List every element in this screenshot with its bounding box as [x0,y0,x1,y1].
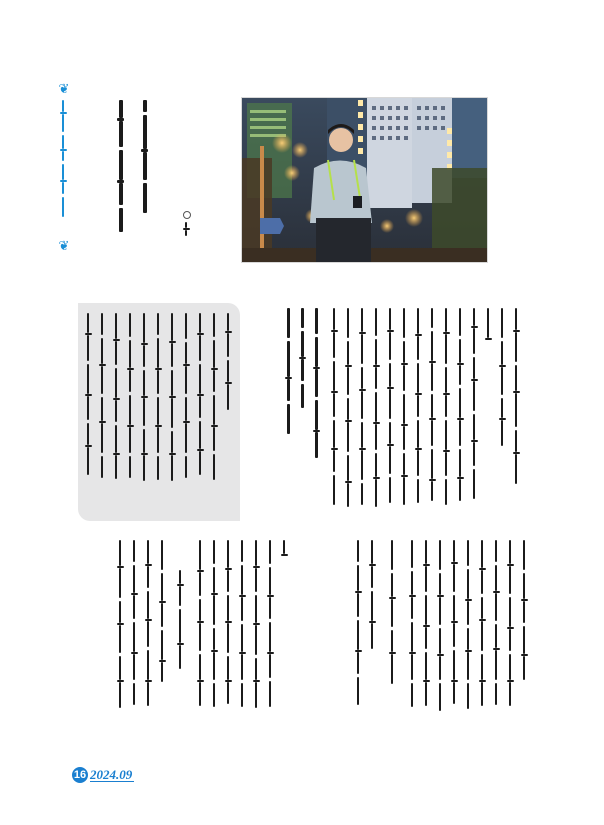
header-ornament-top-icon: ❦ [58,82,70,97]
body-column [442,308,451,518]
author-marker-icon [183,211,191,219]
subheading-line-3 [284,308,294,458]
sidebar-column [210,313,219,513]
body-column [436,540,445,740]
body-column [358,308,367,518]
body-column [414,308,423,518]
sidebar-column [154,313,163,513]
title-line-1 [116,100,128,260]
body-column [450,540,459,740]
running-header-title [54,98,74,238]
body-column [252,540,261,740]
body-column [400,308,409,518]
body-column [464,540,473,740]
body-column [144,540,153,740]
sidebar-column [196,313,205,513]
sidebar-column [98,313,107,513]
sidebar-box [78,303,240,521]
article-title [110,100,160,260]
body-column [456,308,465,518]
body-column [506,540,515,740]
folio [72,767,134,783]
photo-runner-at-night [242,98,487,262]
body-column [386,308,395,518]
body-column [130,540,139,740]
body-column [266,540,275,740]
body-column [478,540,487,740]
body-column [158,540,167,710]
subheading-line-2 [298,308,308,428]
sidebar-column [140,313,149,513]
body-column [196,540,205,740]
body-column [372,308,381,518]
article-photo [241,97,488,263]
body-column [492,540,501,740]
page-number: 16 [73,769,87,781]
sidebar-column [126,313,135,513]
body-column [344,308,353,518]
sidebar-column [112,313,121,513]
body-column [388,540,397,710]
body-column [520,540,529,710]
body-column [470,308,479,518]
body-column [280,540,289,570]
sidebar-column [224,313,233,433]
body-column [408,540,417,740]
body-column [224,540,233,740]
body-column [354,540,363,740]
body-column [422,540,431,740]
body-column [428,308,437,518]
body-column [210,540,219,740]
header-ornament-bottom-icon: ❦ [58,239,70,254]
body-column [116,540,125,740]
body-column [176,570,185,700]
body-column [238,540,247,740]
body-text-upper-right [248,300,538,530]
sidebar-column [182,313,191,513]
body-column [498,308,507,478]
body-text-lower-right [300,540,550,755]
subheading-line-1 [312,308,322,498]
body-text-lower-left [70,540,300,755]
issue-date: 2024.09 [90,767,133,782]
sidebar-column [168,313,177,513]
body-column [484,308,493,348]
title-line-2 [140,100,152,260]
running-header-script [59,100,68,236]
body-column [512,308,521,508]
body-column [330,308,339,518]
sidebar-column [84,313,93,513]
body-column [368,540,377,690]
author-name [182,222,191,240]
